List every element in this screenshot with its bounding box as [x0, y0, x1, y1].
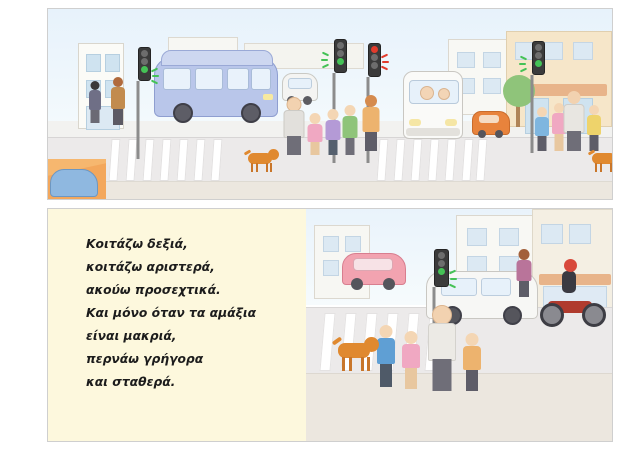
- blue-bus: [154, 57, 278, 117]
- pink-car: [342, 253, 406, 285]
- poem-line: Κοιτάζω δεξιά,: [86, 237, 188, 251]
- lamp-red: [371, 46, 378, 53]
- poem-pane: [48, 209, 306, 441]
- red-motorcycle: [538, 291, 604, 327]
- child-purple: [325, 109, 341, 155]
- bottom-illustration-panel: [306, 209, 612, 441]
- orange-dog-right: [588, 149, 613, 173]
- poem-line: είναι μακριά,: [86, 329, 177, 343]
- lamp-green: [535, 60, 542, 67]
- pedestrian-left-2: [110, 77, 126, 125]
- child-right-blue: [534, 107, 549, 151]
- lamp-green: [438, 268, 445, 275]
- lamp-red: [535, 44, 542, 51]
- child-orange-bottom: [462, 333, 482, 391]
- poem-line: κοιτάζω αριστερά,: [86, 260, 215, 274]
- lamp-amber: [141, 58, 148, 65]
- poem-line: Και μόνο όταν τα αμάξια: [86, 306, 257, 320]
- poem-text: [86, 233, 298, 394]
- child-pink-dress: [307, 113, 323, 155]
- orange-dog-left: [244, 149, 278, 173]
- orange-dog-bottom: [332, 337, 380, 373]
- pedestrian-left-1: [88, 81, 102, 123]
- motorcyclist-helmet: [564, 259, 577, 272]
- lamp-amber: [535, 52, 542, 59]
- lamp-green: [337, 58, 344, 65]
- child-pink-bottom: [401, 331, 421, 389]
- child-green: [342, 105, 358, 155]
- lamp-amber: [438, 260, 445, 267]
- orange-car: [472, 111, 510, 135]
- zebra-crossing-left: [110, 139, 222, 181]
- adult-right-man: [564, 91, 584, 151]
- lamp-red: [141, 50, 148, 57]
- lamp-amber: [371, 54, 378, 61]
- lamp-amber: [337, 50, 344, 57]
- lamp-red: [438, 252, 445, 259]
- zebra-crossing-right: [378, 139, 486, 181]
- poem-line: και σταθερά.: [86, 375, 176, 389]
- lamp-green: [141, 66, 148, 73]
- poem-line: ακούω προσεχτικά.: [86, 283, 221, 297]
- adult-grandfather: [284, 97, 304, 155]
- sidewalk-foreground: [48, 181, 612, 199]
- sidewalk-bottom: [306, 373, 612, 441]
- blue-car: [50, 169, 98, 197]
- child-right-yellow: [586, 105, 601, 151]
- lamp-red: [337, 42, 344, 49]
- lamp-green: [371, 62, 378, 69]
- bottom-panel: [47, 208, 613, 442]
- adult-woman-orange: [362, 95, 380, 151]
- motorcyclist-body: [562, 271, 576, 293]
- poem-line: περνάω γρήγορα: [86, 352, 204, 366]
- adult-man-bottom: [428, 305, 456, 391]
- top-illustration-panel: [47, 8, 613, 200]
- white-van: [403, 71, 463, 139]
- pedestrian-bottom-right: [516, 249, 532, 297]
